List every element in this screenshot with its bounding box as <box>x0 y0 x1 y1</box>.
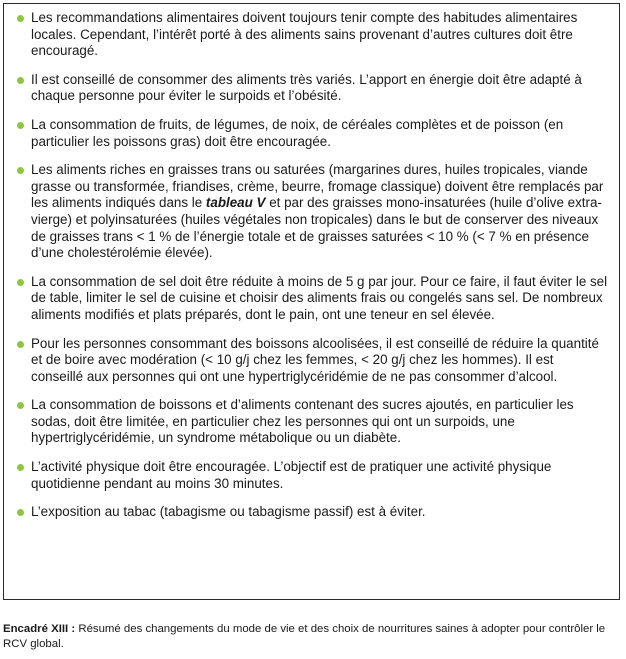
list-item <box>17 274 609 324</box>
recommendations-box <box>3 3 620 600</box>
list-item <box>17 459 609 492</box>
item-text: L’activité physique doit être encouragée. L’objectif est de pratiquer une activité physique quotidienne pendant au moins 30 minutes. <box>31 459 552 491</box>
bullet-icon <box>17 464 24 471</box>
item-text: Il est conseillé de consommer des aliments très variés. L’apport en énergie doit être adapté à chaque personne pour éviter le surpoids et l’obésité. <box>31 71 582 104</box>
list-item <box>17 336 609 386</box>
item-text: La consommation de boissons et d’aliments contenant des sucres ajoutés, en particulier les sodas, doit être limitée, en particulier chez les personnes qui ont un surpoids, une hypertriglycéridémie, un syndrome métabolique ou un diabète. <box>31 397 574 446</box>
item-text: Pour les personnes consommant des boissons alcoolisées, il est conseillé de réduire la quantité et de boire avec modération (< 10 g/j chez les femmes, < 20 g/j chez les hommes). Il est conseillé aux personnes qui ont une hypertriglycéridémie de ne pas consommer d’alcool. <box>31 335 599 384</box>
bullet-icon <box>17 509 24 516</box>
bullet-icon <box>17 122 24 129</box>
item-text-before: Les aliments riches en graisses trans ou saturées (margarines dures, huiles tropicales, viande grasse ou transformée, friandises, crème, beurre, fromage classique) doivent être remplacés par les aliments indiqués dans le <box>31 162 604 211</box>
list-item <box>17 397 609 447</box>
item-text: La consommation de sel doit être réduite à moins de 5 g par jour. Pour ce faire, il faut éviter le sel de table, limiter le sel de cuisine et choisir des aliments frais ou congelés sans sel. De nombreux aliments modifiés et plats préparés, dont le pain, ont une teneur en sel élevée. <box>31 273 608 322</box>
table-reference: tableau V <box>205 195 266 211</box>
figure-caption <box>3 622 621 652</box>
bullet-icon <box>17 402 24 409</box>
list-item <box>17 117 609 150</box>
list-item <box>17 162 609 262</box>
caption-text: Résumé des changements du mode de vie et des choix de nourritures saines à adopter pour contrôler le RCV global. <box>3 623 606 650</box>
recommendations-list <box>17 10 609 521</box>
bullet-icon <box>17 167 24 174</box>
bullet-icon <box>17 341 24 348</box>
bullet-icon <box>17 77 24 84</box>
item-text: Les recommandations alimentaires doivent toujours tenir compte des habitudes alimentaires locales. Cependant, l’intérêt porté à des aliments sains provenant d’autres cultures doit être encouragé. <box>31 10 578 59</box>
item-text-after: et par des graisses mono-insaturées (huile d’olive extra-vierge) et polyinsaturées (huiles végétales non tropicales) dans le but de conserver des niveaux de graisses trans < 1 % de l’énergie totale et de graisses saturées < 10 % (< 7 % en présence d’une cholestérolémie élevée). <box>31 195 602 261</box>
list-item <box>17 504 609 521</box>
list-item <box>17 10 609 60</box>
bullet-icon <box>17 279 24 286</box>
item-text: L’exposition au tabac (tabagisme ou tabagisme passif) est à éviter. <box>31 504 426 520</box>
caption-label: Encadré XIII : <box>3 623 76 635</box>
bullet-icon <box>17 15 24 22</box>
item-text: La consommation de fruits, de légumes, de noix, de céréales complètes et de poisson (en particulier les poissons gras) doit être encouragée. <box>31 116 564 149</box>
list-item <box>17 72 609 105</box>
